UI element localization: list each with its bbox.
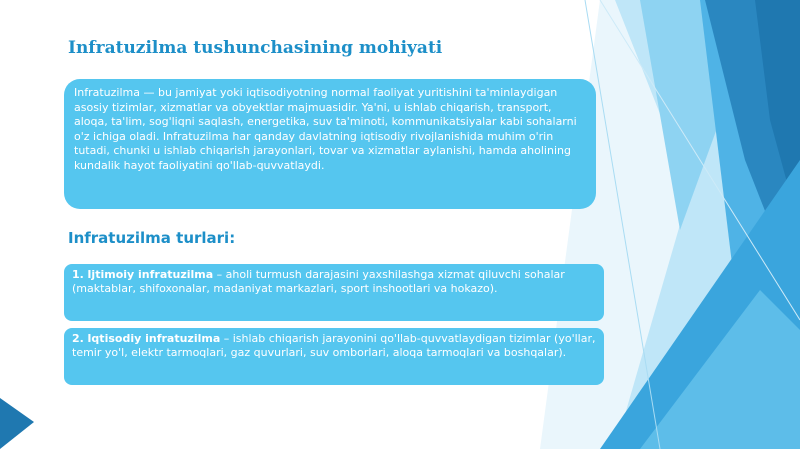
type-name: Ijtimoiy infratuzilma: [87, 268, 214, 281]
decor-left-triangle: [0, 398, 34, 449]
type-description: – ishlab chiqarish jarayonini qo'llab-quvvatlaydigan tizimlar (yo'llar, temir yo'l, elektr tarmoqlari, gaz quvurlari, suv omborlari, aloqa tarmoqlari va boshqalar).: [72, 332, 596, 359]
slide-title: Infratuzilma tushunchasining mohiyati: [68, 38, 443, 58]
type-name: Iqtisodiy infratuzilma: [87, 332, 221, 345]
type-box-economic: [64, 328, 604, 385]
type-description: – aholi turmush darajasini yaxshilashga xizmat qiluvchi sohalar (maktablar, shifoxonalar, madaniyat markazlari, sport inshootlari va hokazo).: [72, 268, 565, 295]
type-number: 2.: [72, 332, 84, 345]
type-number: 1.: [72, 268, 84, 281]
types-heading: Infratuzilma turlari:: [68, 229, 236, 247]
type-box-social: [64, 264, 604, 321]
intro-text-box: Infratuzilma — bu jamiyat yoki iqtisodiyotning normal faoliyat yuritishini ta'minlaydigan asosiy tizimlar, xizmatlar va obyektlar majmuasidir. Ya'ni, u ishlab chiqarish, transport, aloqa, ta'lim, sog'liqni saqlash, energetika, suv ta'minoti, kommunikatsiyalar kabi sohalarni o'z ichiga oladi. Infratuzilma har qanday davlatning iqtisodiy rivojlanishida muhim o'rin tutadi, chunki u ishlab chiqarish jarayonlari, tovar va xizmatlar aylanishi, hamda aholining kundalik hayot faoliyatini qo'llab-quvvatlaydi.: [64, 79, 596, 209]
